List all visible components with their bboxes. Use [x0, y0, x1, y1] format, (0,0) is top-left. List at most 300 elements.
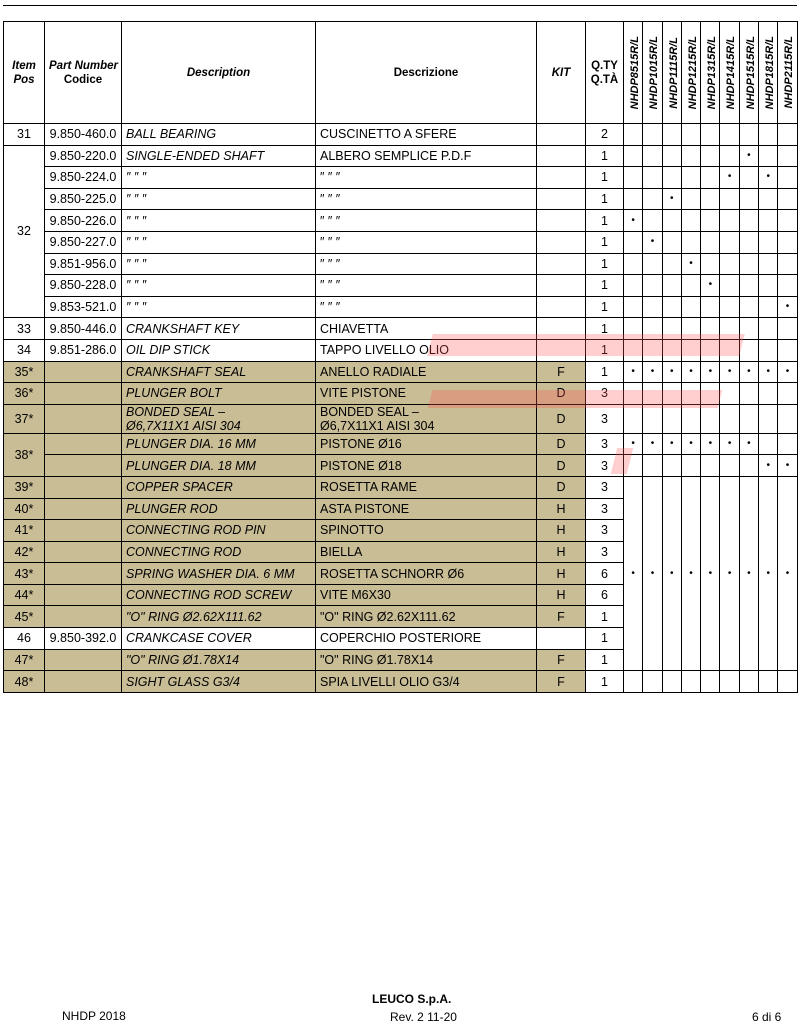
model-dot: • — [701, 361, 720, 383]
model-dot — [720, 275, 739, 297]
model-dot — [643, 124, 662, 146]
model-dot: • — [759, 455, 778, 477]
model-dot — [720, 383, 739, 405]
model-dot: • — [739, 433, 758, 455]
model-dot — [778, 253, 797, 275]
model-dot — [720, 124, 739, 146]
model-dot — [778, 671, 797, 693]
col-model: NHDP2115R/L — [778, 22, 797, 124]
quantity: 3 — [586, 498, 624, 520]
model-dot: • — [643, 231, 662, 253]
model-dot: • — [778, 361, 797, 383]
model-dot — [739, 210, 758, 232]
model-dot — [643, 275, 662, 297]
model-dot — [643, 296, 662, 318]
descrizione: CHIAVETTA — [316, 318, 537, 340]
model-dot — [681, 145, 700, 167]
model-dot — [739, 318, 758, 340]
col-model: NHDP1415R/L — [720, 22, 739, 124]
descrizione: ROSETTA RAME — [316, 476, 537, 498]
descrizione: BIELLA — [316, 541, 537, 563]
model-dot — [778, 318, 797, 340]
description: OIL DIP STICK — [122, 339, 316, 361]
parts-body — [4, 124, 798, 693]
model-dot: • — [662, 361, 681, 383]
model-dot: • — [662, 433, 681, 455]
model-dot — [624, 339, 643, 361]
part-number — [45, 383, 122, 405]
model-dot — [643, 145, 662, 167]
model-dot — [624, 188, 643, 210]
model-dot — [701, 145, 720, 167]
table-row — [4, 433, 798, 455]
item-pos: 47* — [4, 649, 45, 671]
model-dot — [739, 253, 758, 275]
model-dot — [681, 210, 700, 232]
kit-code: H — [537, 498, 586, 520]
part-number — [45, 584, 122, 606]
top-rule — [3, 5, 797, 6]
model-dot — [759, 383, 778, 405]
part-number: 9.850-225.0 — [45, 188, 122, 210]
quantity: 1 — [586, 210, 624, 232]
description — [122, 404, 316, 433]
quantity: 1 — [586, 253, 624, 275]
part-number — [45, 541, 122, 563]
part-number — [45, 671, 122, 693]
table-row — [4, 124, 798, 146]
model-dot — [624, 455, 643, 477]
table-row — [4, 361, 798, 383]
descrizione: ″ ″ ″ — [316, 167, 537, 189]
description: ″ ″ ″ — [122, 210, 316, 232]
model-dot — [759, 210, 778, 232]
col-kit: KIT — [537, 22, 586, 124]
model-dot — [662, 339, 681, 361]
description: CONNECTING ROD PIN — [122, 520, 316, 542]
kit-code — [537, 253, 586, 275]
model-dot — [778, 167, 797, 189]
quantity: 6 — [586, 563, 624, 585]
kit-code: F — [537, 606, 586, 628]
kit-code: F — [537, 671, 586, 693]
model-dot — [720, 318, 739, 340]
descrizione: TAPPO LIVELLO OLIO — [316, 339, 537, 361]
model-dot — [739, 455, 758, 477]
model-dot — [739, 231, 758, 253]
descrizione: ANELLO RADIALE — [316, 361, 537, 383]
table-row — [4, 296, 798, 318]
col-model: NHDP1315R/L — [701, 22, 720, 124]
model-dot: • — [643, 476, 662, 670]
part-number: 9.850-228.0 — [45, 275, 122, 297]
model-dot: • — [759, 167, 778, 189]
description: COPPER SPACER — [122, 476, 316, 498]
model-dot — [720, 671, 739, 693]
model-dot: • — [681, 361, 700, 383]
model-dot — [701, 253, 720, 275]
col-model: NHDP1815R/L — [759, 22, 778, 124]
model-dot: • — [720, 167, 739, 189]
col-model: NHDP1015R/L — [643, 22, 662, 124]
model-dot: • — [662, 476, 681, 670]
descrizione: CUSCINETTO A SFERE — [316, 124, 537, 146]
model-dot — [759, 188, 778, 210]
model-dot — [720, 145, 739, 167]
model-dot — [643, 383, 662, 405]
model-dot — [624, 145, 643, 167]
header-row — [4, 22, 798, 124]
model-dot — [662, 455, 681, 477]
description: SPRING WASHER DIA. 6 MM — [122, 563, 316, 585]
kit-code — [537, 318, 586, 340]
kit-code: D — [537, 455, 586, 477]
item-pos: 39* — [4, 476, 45, 498]
table-row — [4, 455, 798, 477]
quantity: 3 — [586, 383, 624, 405]
descrizione: ″ ″ ″ — [316, 188, 537, 210]
kit-code: F — [537, 649, 586, 671]
model-dot — [720, 188, 739, 210]
part-number — [45, 563, 122, 585]
model-dot — [624, 296, 643, 318]
description: ″ ″ ″ — [122, 275, 316, 297]
model-dot — [662, 275, 681, 297]
model-dot — [643, 188, 662, 210]
model-dot: • — [681, 253, 700, 275]
description: CONNECTING ROD — [122, 541, 316, 563]
model-dot: • — [759, 476, 778, 670]
quantity: 1 — [586, 188, 624, 210]
model-dot — [643, 671, 662, 693]
model-dot — [778, 188, 797, 210]
table-row — [4, 210, 798, 232]
part-number — [45, 433, 122, 455]
quantity: 2 — [586, 124, 624, 146]
model-dot — [739, 671, 758, 693]
kit-code: D — [537, 476, 586, 498]
item-pos: 42* — [4, 541, 45, 563]
model-dot — [759, 671, 778, 693]
model-dot — [643, 455, 662, 477]
model-dot — [701, 167, 720, 189]
col-part-number: Part Number Codice — [45, 22, 122, 124]
model-dot: • — [643, 361, 662, 383]
description: "O" RING Ø1.78X14 — [122, 649, 316, 671]
model-dot: • — [778, 296, 797, 318]
part-number: 9.850-460.0 — [45, 124, 122, 146]
model-dot — [662, 404, 681, 433]
model-dot — [759, 124, 778, 146]
model-dot — [643, 404, 662, 433]
descrizione: ALBERO SEMPLICE P.D.F — [316, 145, 537, 167]
model-dot — [681, 318, 700, 340]
model-dot — [701, 383, 720, 405]
kit-code — [537, 275, 586, 297]
part-number: 9.853-521.0 — [45, 296, 122, 318]
model-dot — [778, 275, 797, 297]
descrizione: COPERCHIO POSTERIORE — [316, 628, 537, 650]
model-dot — [778, 404, 797, 433]
model-dot — [701, 231, 720, 253]
descrizione: ″ ″ ″ — [316, 296, 537, 318]
part-number: 9.850-226.0 — [45, 210, 122, 232]
description: "O" RING Ø2.62X111.62 — [122, 606, 316, 628]
model-dot: • — [643, 433, 662, 455]
descrizione: ″ ″ ″ — [316, 253, 537, 275]
description: PLUNGER ROD — [122, 498, 316, 520]
col-qty: Q.TY Q.TÀ — [586, 22, 624, 124]
model-dot — [778, 124, 797, 146]
model-dot — [624, 167, 643, 189]
item-pos: 31 — [4, 124, 45, 146]
model-dot — [624, 404, 643, 433]
footer-doc: NHDP 2018 — [62, 1009, 126, 1023]
model-dot — [701, 210, 720, 232]
model-dot — [720, 404, 739, 433]
model-dot — [759, 296, 778, 318]
model-dot — [643, 210, 662, 232]
description: CRANKCASE COVER — [122, 628, 316, 650]
item-pos: 32 — [4, 145, 45, 318]
kit-code — [537, 145, 586, 167]
model-dot: • — [739, 361, 758, 383]
model-dot — [720, 455, 739, 477]
model-dot — [759, 145, 778, 167]
part-number — [45, 498, 122, 520]
model-dot — [701, 124, 720, 146]
model-dot — [624, 671, 643, 693]
quantity: 1 — [586, 275, 624, 297]
col-description: Description — [122, 22, 316, 124]
quantity: 1 — [586, 649, 624, 671]
model-dot — [662, 167, 681, 189]
kit-code: H — [537, 563, 586, 585]
part-number — [45, 455, 122, 477]
footer-revision: Rev. 2 11-20 — [390, 1010, 457, 1024]
model-dot: • — [701, 275, 720, 297]
quantity: 1 — [586, 167, 624, 189]
item-pos: 37* — [4, 404, 45, 433]
item-pos: 40* — [4, 498, 45, 520]
quantity: 1 — [586, 318, 624, 340]
col-model: NHDP8515R/L — [624, 22, 643, 124]
kit-code — [537, 188, 586, 210]
description: CRANKSHAFT SEAL — [122, 361, 316, 383]
kit-code — [537, 167, 586, 189]
quantity: 3 — [586, 404, 624, 433]
descrizione: ″ ″ ″ — [316, 231, 537, 253]
model-dot — [739, 296, 758, 318]
model-dot: • — [624, 361, 643, 383]
item-pos: 43* — [4, 563, 45, 585]
model-dot — [701, 339, 720, 361]
model-dot — [739, 275, 758, 297]
model-dot — [720, 231, 739, 253]
table-row — [4, 167, 798, 189]
kit-code — [537, 124, 586, 146]
description: CONNECTING ROD SCREW — [122, 584, 316, 606]
model-dot — [681, 455, 700, 477]
footer-company: LEUCO S.p.A. — [372, 992, 452, 1006]
model-dot: • — [720, 361, 739, 383]
model-dot — [681, 167, 700, 189]
table-row — [4, 404, 798, 433]
model-dot — [643, 167, 662, 189]
model-dot — [701, 455, 720, 477]
item-pos: 48* — [4, 671, 45, 693]
quantity: 1 — [586, 361, 624, 383]
item-pos: 35* — [4, 361, 45, 383]
model-dot — [662, 318, 681, 340]
quantity: 6 — [586, 584, 624, 606]
model-dot — [624, 383, 643, 405]
model-dot: • — [739, 145, 758, 167]
quantity: 1 — [586, 606, 624, 628]
model-dot — [778, 339, 797, 361]
table-row — [4, 145, 798, 167]
model-dot — [739, 383, 758, 405]
description-line: BONDED SEAL – — [126, 404, 226, 419]
kit-code — [537, 210, 586, 232]
model-dot — [643, 318, 662, 340]
kit-code: H — [537, 520, 586, 542]
model-dot — [759, 275, 778, 297]
model-dot: • — [778, 455, 797, 477]
descrizione: PISTONE Ø18 — [316, 455, 537, 477]
model-dot — [662, 671, 681, 693]
description: PLUNGER BOLT — [122, 383, 316, 405]
model-dot — [778, 231, 797, 253]
model-dot: • — [624, 476, 643, 670]
model-dot: • — [739, 476, 758, 670]
model-dot — [662, 383, 681, 405]
kit-code: H — [537, 541, 586, 563]
col-descrizione: Descrizione — [316, 22, 537, 124]
descrizione: SPINOTTO — [316, 520, 537, 542]
part-number: 9.851-286.0 — [45, 339, 122, 361]
description: PLUNGER DIA. 16 MM — [122, 433, 316, 455]
descrizione: SPIA LIVELLI OLIO G3/4 — [316, 671, 537, 693]
model-dot — [778, 433, 797, 455]
kit-code: D — [537, 433, 586, 455]
description: SIGHT GLASS G3/4 — [122, 671, 316, 693]
part-number — [45, 404, 122, 433]
quantity: 3 — [586, 455, 624, 477]
model-dot — [681, 296, 700, 318]
item-pos: 33 — [4, 318, 45, 340]
model-dot — [662, 253, 681, 275]
model-dot — [778, 383, 797, 405]
table-row — [4, 476, 798, 498]
model-dot — [739, 339, 758, 361]
kit-code — [537, 296, 586, 318]
model-dot — [624, 124, 643, 146]
model-dot — [681, 231, 700, 253]
model-dot — [759, 433, 778, 455]
table-row — [4, 231, 798, 253]
table-row — [4, 383, 798, 405]
model-dot — [739, 124, 758, 146]
model-dot: • — [778, 476, 797, 670]
parts-table — [3, 21, 798, 693]
model-dot — [662, 296, 681, 318]
model-dot — [624, 318, 643, 340]
model-dot: • — [662, 188, 681, 210]
quantity: 1 — [586, 296, 624, 318]
part-number: 9.851-956.0 — [45, 253, 122, 275]
descrizione: ″ ″ ″ — [316, 275, 537, 297]
quantity: 1 — [586, 628, 624, 650]
kit-code: D — [537, 404, 586, 433]
model-dot — [681, 124, 700, 146]
kit-code: D — [537, 383, 586, 405]
descrizione: ″ ″ ″ — [316, 210, 537, 232]
description: PLUNGER DIA. 18 MM — [122, 455, 316, 477]
model-dot — [681, 383, 700, 405]
quantity: 3 — [586, 541, 624, 563]
description: ″ ″ ″ — [122, 296, 316, 318]
model-dot — [681, 339, 700, 361]
model-dot: • — [720, 476, 739, 670]
quantity: 1 — [586, 671, 624, 693]
model-dot — [720, 296, 739, 318]
descrizione: VITE PISTONE — [316, 383, 537, 405]
model-dot — [662, 145, 681, 167]
table-row — [4, 188, 798, 210]
part-number — [45, 476, 122, 498]
model-dot — [662, 210, 681, 232]
description: ″ ″ ″ — [122, 231, 316, 253]
col-model: NHDP1515R/L — [739, 22, 758, 124]
part-number — [45, 361, 122, 383]
item-pos: 46 — [4, 628, 45, 650]
description: ″ ″ ″ — [122, 188, 316, 210]
model-dot — [778, 210, 797, 232]
model-dot — [739, 167, 758, 189]
model-dot: • — [701, 433, 720, 455]
descrizione — [316, 404, 537, 433]
kit-code: H — [537, 584, 586, 606]
model-dot — [720, 253, 739, 275]
description-line: BONDED SEAL – — [320, 404, 419, 419]
model-dot — [701, 404, 720, 433]
table-row — [4, 253, 798, 275]
col-item-pos: Item Pos — [4, 22, 45, 124]
quantity: 3 — [586, 433, 624, 455]
table-row — [4, 275, 798, 297]
kit-code — [537, 339, 586, 361]
model-dot — [759, 231, 778, 253]
model-dot — [624, 275, 643, 297]
kit-code — [537, 231, 586, 253]
model-dot: • — [624, 210, 643, 232]
model-dot — [681, 404, 700, 433]
footer-page: 6 di 6 — [752, 1010, 782, 1024]
item-pos: 34 — [4, 339, 45, 361]
description: BALL BEARING — [122, 124, 316, 146]
model-dot — [759, 404, 778, 433]
model-dot — [759, 318, 778, 340]
col-model: NHDP1215R/L — [681, 22, 700, 124]
model-dot — [662, 231, 681, 253]
item-pos: 44* — [4, 584, 45, 606]
descrizione: ASTA PISTONE — [316, 498, 537, 520]
model-dot — [701, 671, 720, 693]
model-dot — [759, 339, 778, 361]
model-dot — [720, 210, 739, 232]
model-dot — [643, 253, 662, 275]
